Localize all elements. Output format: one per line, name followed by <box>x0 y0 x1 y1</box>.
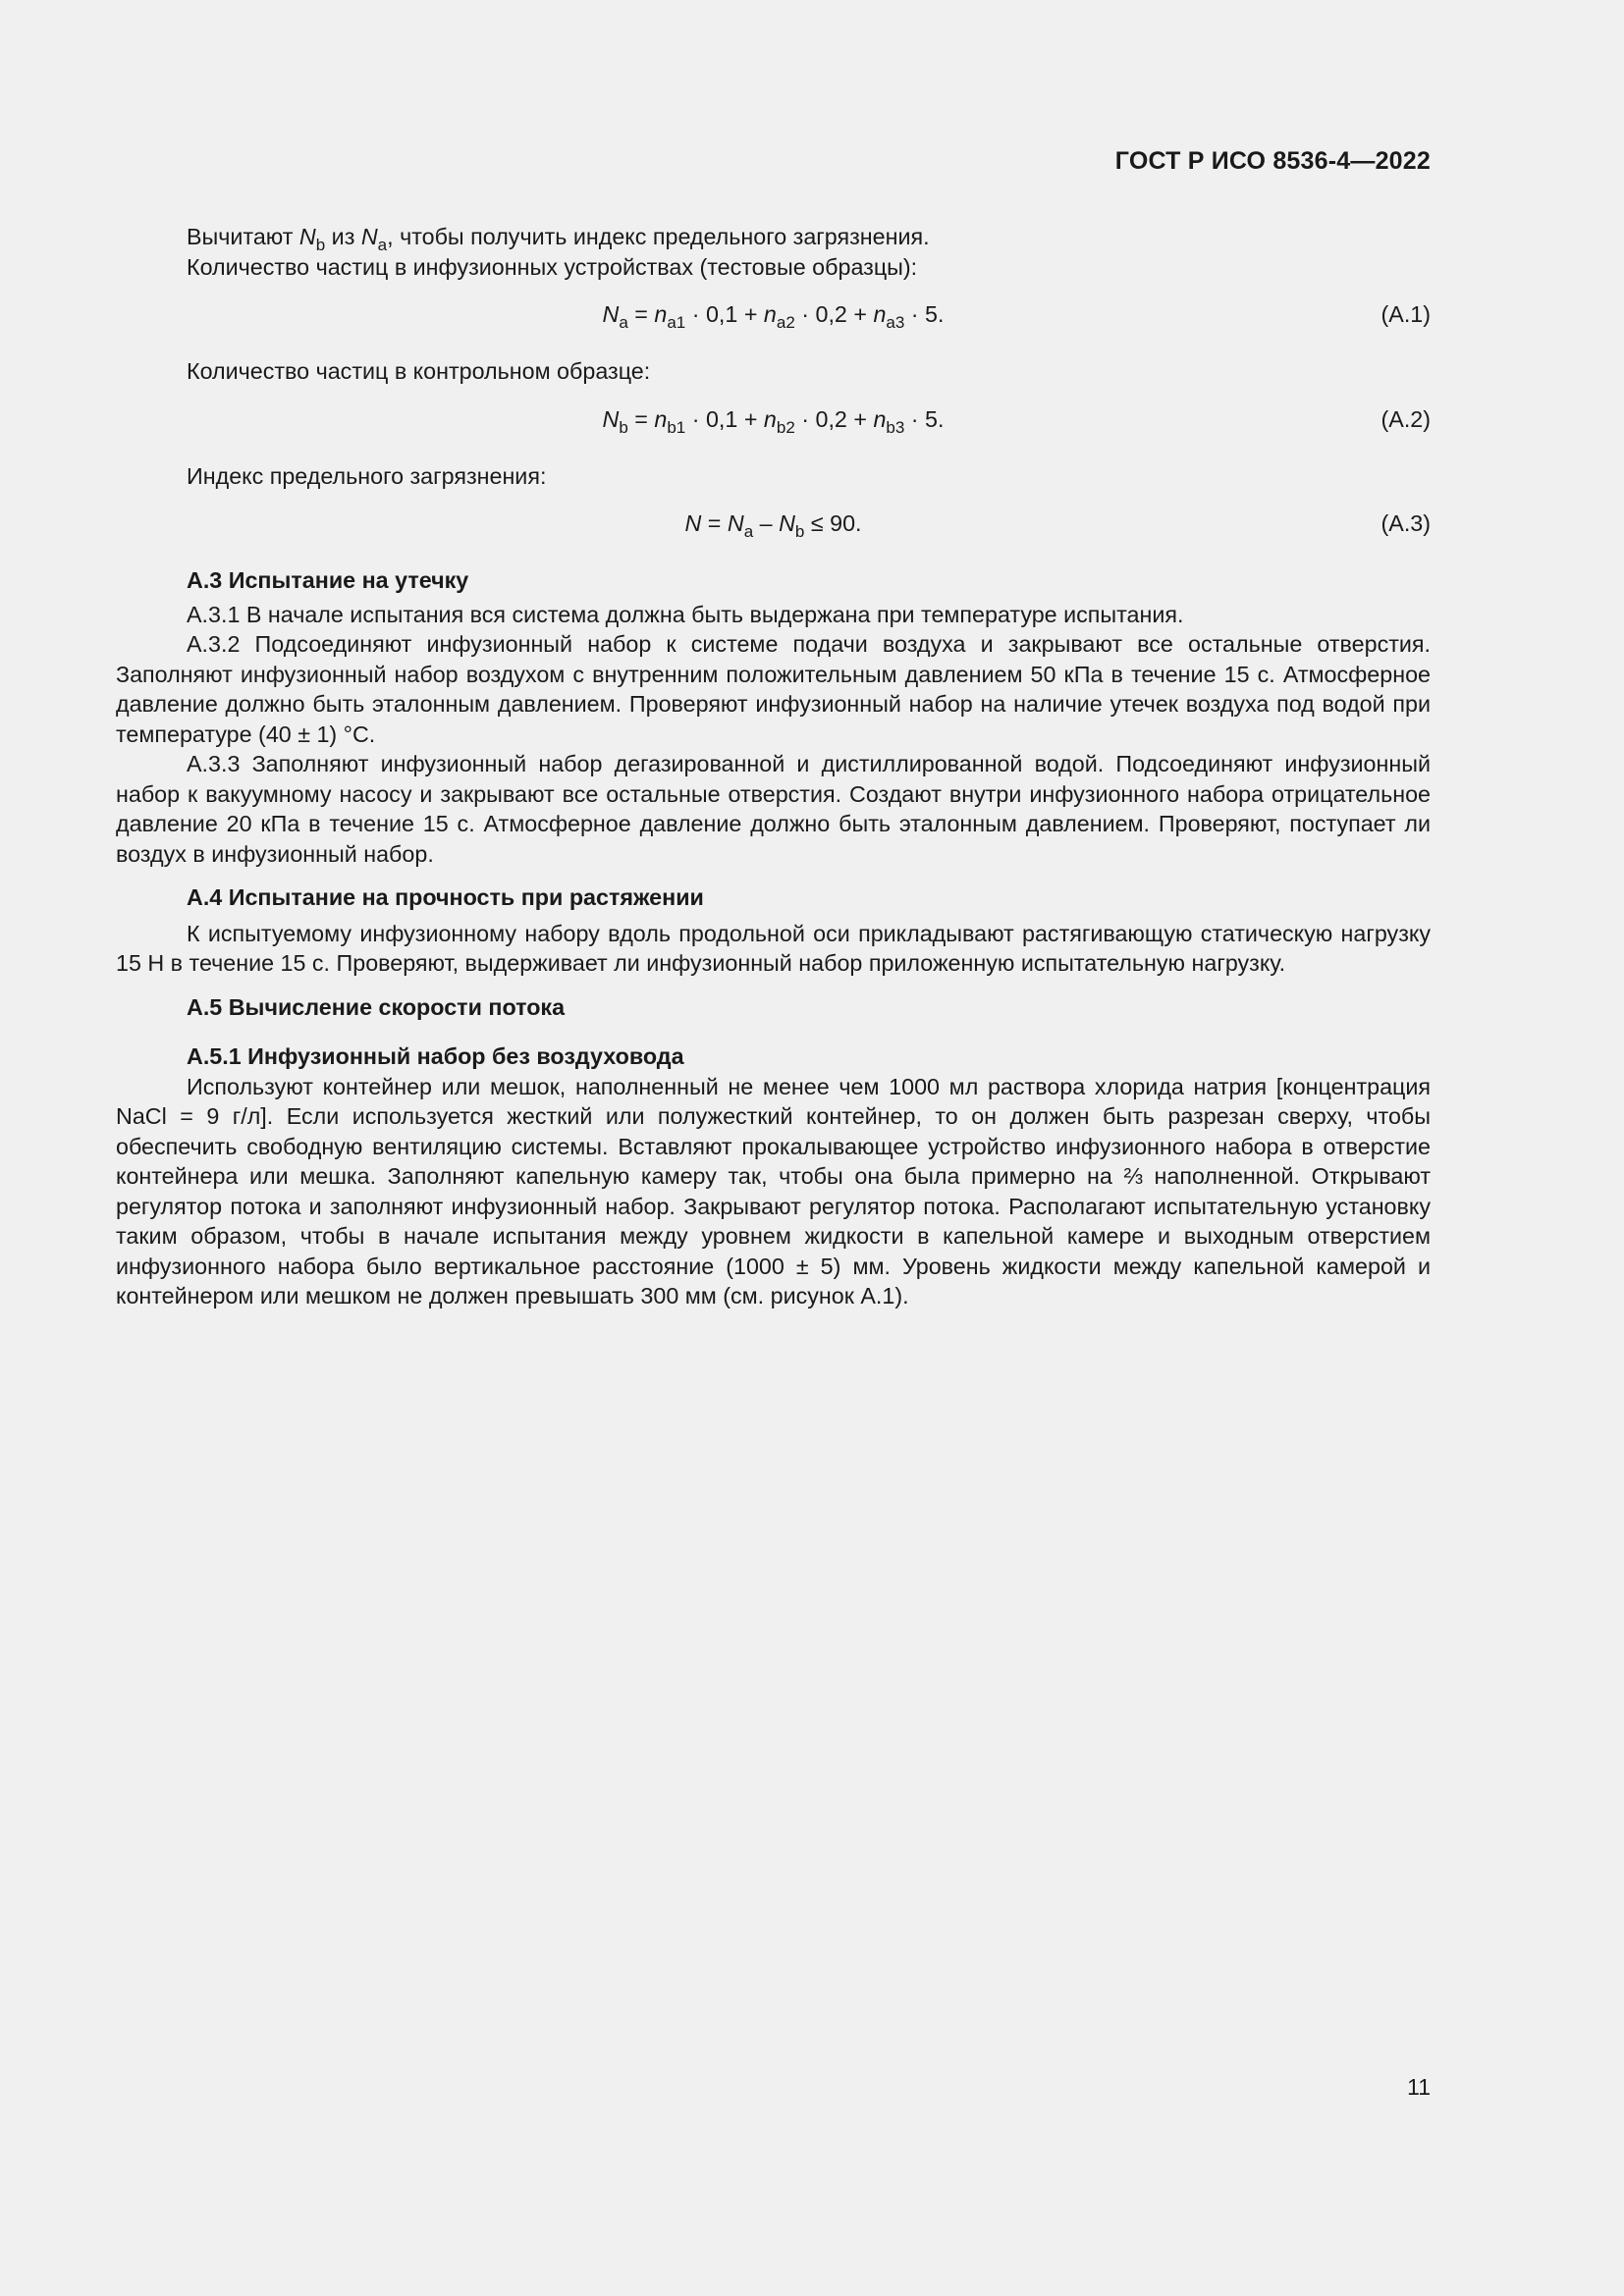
section-a5-heading: А.5 Вычисление скорости потока <box>187 993 566 1020</box>
document-body <box>116 222 1431 1311</box>
section-a5-1-paragraph-1: Используют контейнер или мешок, наполненный не менее чем 1000 мл раствора хлорида натрия [концентрация NaCl = 9 г/л]. Если используется жесткий или полужесткий контейнер, то он должен быть разрезан сверху, чтобы обеспечить свободную вентиляцию системы. Вставляют прокалывающее устройство инфузионного набора в отверстие контейнера или мешка. Заполняют капельную камеру так, чтобы она была примерно на ⅔ наполненной. Открывают регулятор потока и заполняют инфузионный набор. Закрывают регулятор потока. Располагают испытательную установку таким образом, чтобы в начале испытания между уровнем жидкости в капельной камере и выходным отверстием инфузионного набора было вертикальное расстояние (1000 ± 5) мм. Уровень жидкости между капельной камерой и контейнером или мешком не должен превышать 300 мм (см. рисунок А.1). <box>116 1073 1431 1308</box>
formula-a3-number: (A.3) <box>1380 510 1431 536</box>
formula-a2-expression: $N_b = n_{b1} \cdot 0,1 + n_{b2} \cdot 0,2 + n_{b3} \cdot 5$. <box>602 405 945 437</box>
document-header: ГОСТ Р ИСО 8536-4—2022 <box>1114 147 1431 175</box>
section-a3-paragraph-2: А.3.2 Подсоединяют инфузионный набор к системе подачи воздуха и закрывают все остальные отверстия. Заполняют инфузионный набор воздухом с внутренним положительным давлением 50 кПа в течение 15 с. Атмосферное давление должно быть эталонным давлением. Проверяют инфузионный набор на наличие утечек воздуха под водой при температуре (40 ± 1) °С. <box>116 631 1431 747</box>
section-a5-1-heading: А.5.1 Инфузионный набор без воздуховода <box>187 1043 684 1069</box>
control-sample-label: Количество частиц в контрольном образце: <box>187 358 651 384</box>
page-number: 11 <box>1407 2074 1431 2100</box>
formula-a1-expression: $N_a = n_{a1} \cdot 0,1 + n_{a2} \cdot 0,2 + n_{a3} \cdot 5$. <box>602 301 945 332</box>
index-label: Индекс предельного загрязнения: <box>187 462 547 489</box>
formula-a2-number: (A.2) <box>1380 405 1431 432</box>
formula-a3-expression: $N = N_a - N_b \le 90$. <box>684 510 862 541</box>
section-a4-paragraph-1: К испытуемому инфузионному набору вдоль продольной оси прикладывают растягивающую статическую нагрузку 15 Н в течение 15 с. Проверяют, выдерживает ли инфузионный набор приложенную испытательную нагрузку. <box>116 920 1431 976</box>
section-a4-heading: А.4 Испытание на прочность при растяжении <box>187 884 704 910</box>
formula-a1-number: (A.1) <box>1380 301 1431 327</box>
formula-a1 <box>116 299 1431 332</box>
section-a3-heading: А.3 Испытание на утечку <box>187 567 469 593</box>
intro-line-2: Количество частиц в инфузионных устройствах (тестовые образцы): <box>187 253 918 280</box>
intro-line-1: Вычитают $N_b$ из $N_a$, чтобы получить индекс предельного загрязнения. <box>187 224 930 254</box>
section-a3-paragraph-1: А.3.1 В начале испытания вся система должна быть выдержана при температуре испытания. <box>187 601 1184 627</box>
formula-a3 <box>116 508 1431 541</box>
formula-a2 <box>116 404 1431 437</box>
section-a3-paragraph-3: А.3.3 Заполняют инфузионный набор дегазированной и дистиллированной водой. Подсоединяют инфузионный набор к вакуумному насосу и закрывают все остальные отверстия. Создают внутри инфузионного набора отрицательное давление 20 кПа в течение 15 с. Атмосферное давление должно быть эталонным давлением. Проверяют, поступает ли воздух в инфузионный набор. <box>116 751 1431 867</box>
